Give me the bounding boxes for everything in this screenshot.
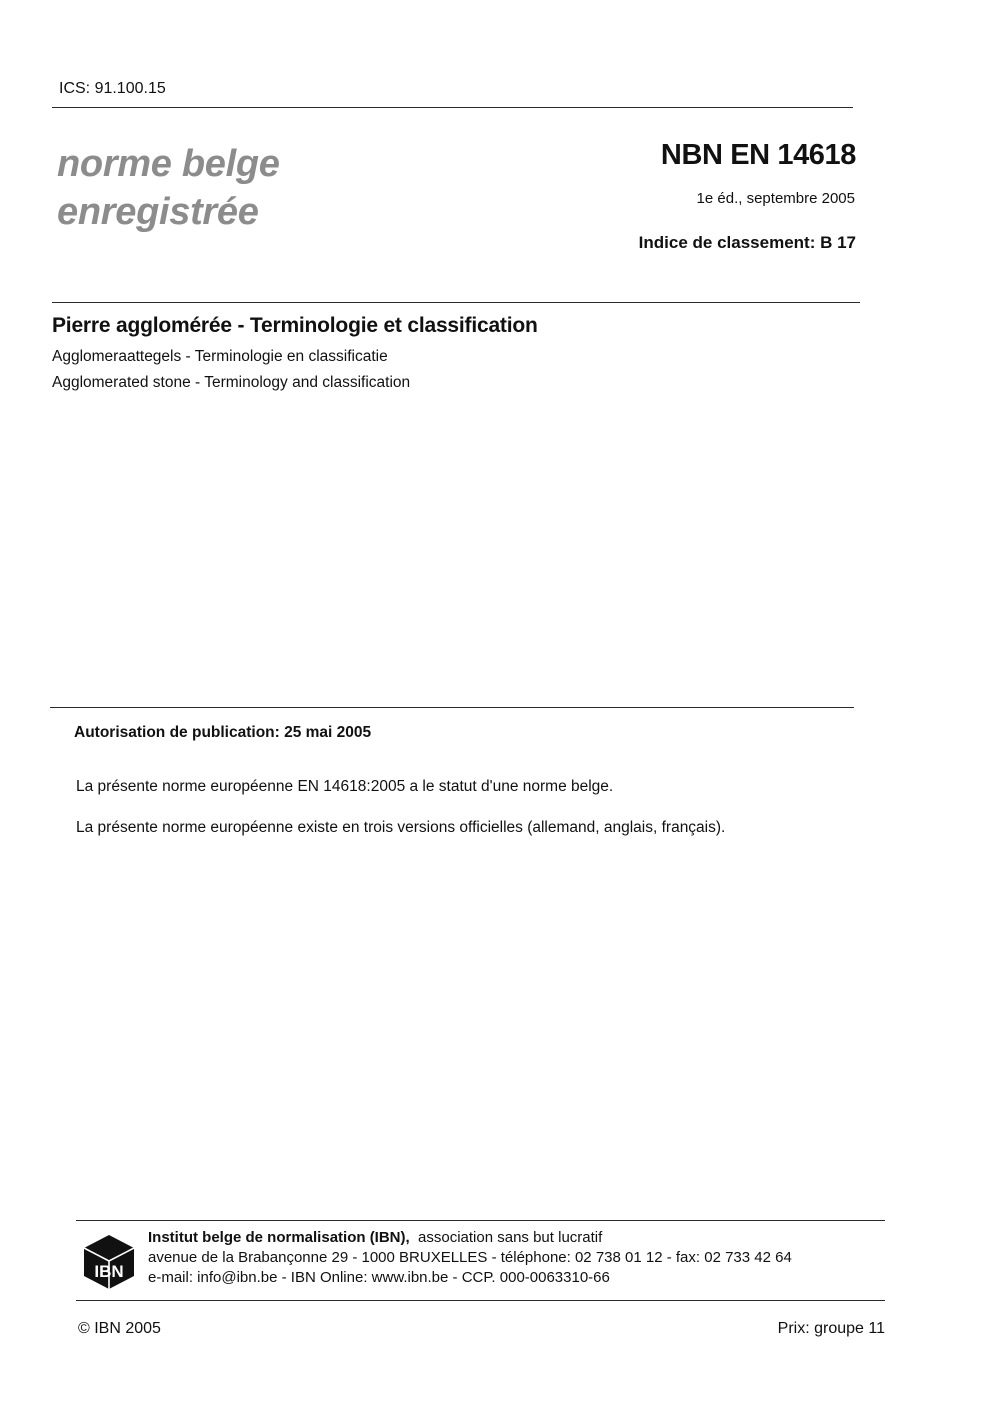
status-paragraph: La présente norme européenne EN 14618:2005 a le statut d'une norme belge. xyxy=(76,778,614,795)
institute-contact: e-mail: info@ibn.be - IBN Online: www.ibn.be - CCP. 000-0063310-66 xyxy=(148,1269,610,1286)
norm-status-line2: enregistrée xyxy=(57,191,259,233)
versions-paragraph: La présente norme européenne existe en trois versions officielles (allemand, anglais, français). xyxy=(76,819,726,836)
copyright: © IBN 2005 xyxy=(78,1320,161,1337)
institute-description: association sans but lucratif xyxy=(418,1229,603,1246)
ibn-logo xyxy=(82,1233,136,1291)
ibn-logo-mark: IBN xyxy=(94,1262,124,1281)
institute-heading xyxy=(148,1228,792,1248)
publication-authorisation: Autorisation de publication: 25 mai 2005 xyxy=(74,724,372,741)
standard-id: NBN EN 14618 xyxy=(660,139,856,171)
ibn-logo-icon xyxy=(82,1233,136,1291)
institute-info xyxy=(148,1228,792,1288)
norm-status-line1: norme belge xyxy=(57,143,280,185)
title-rule xyxy=(52,302,860,303)
edition-date: 1e éd., septembre 2005 xyxy=(696,190,855,207)
header-rule xyxy=(52,107,853,108)
classification-index: Indice de classement: B 17 xyxy=(638,233,856,252)
title-english: Agglomerated stone - Terminology and classification xyxy=(52,374,411,391)
norm-status xyxy=(57,140,280,236)
footer-bottom-rule xyxy=(76,1300,885,1301)
publication-rule xyxy=(50,707,854,708)
title-dutch: Agglomeraattegels - Terminologie en classificatie xyxy=(52,348,388,365)
footer-top-rule xyxy=(76,1220,885,1221)
ics-code: ICS: 91.100.15 xyxy=(59,80,166,97)
institute-name: Institut belge de normalisation (IBN), xyxy=(148,1229,410,1246)
institute-address: avenue de la Brabançonne 29 - 1000 BRUXELLES - téléphone: 02 738 01 12 - fax: 02 733 42 64 xyxy=(148,1249,792,1266)
title-french: Pierre agglomérée - Terminologie et classification xyxy=(52,314,538,337)
price-group: Prix: groupe 11 xyxy=(777,1320,885,1337)
